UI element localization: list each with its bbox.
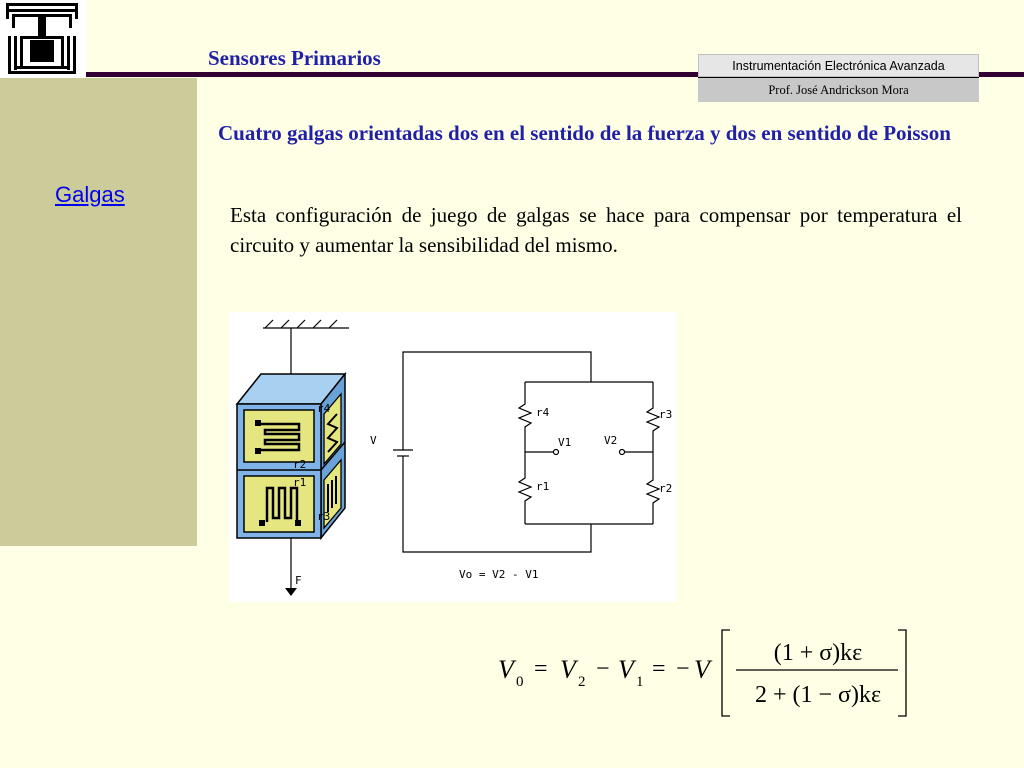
label-circuit-r1: r1 xyxy=(536,480,550,493)
course-name: Instrumentación Electrónica Avanzada xyxy=(698,54,979,77)
formula-sub2: 2 xyxy=(578,674,586,690)
formula-numerator: (1 + σ)kε xyxy=(773,640,863,666)
formula-v0: V xyxy=(498,655,514,684)
section-title: Sensores Primarios xyxy=(208,46,381,70)
label-r1: r1 xyxy=(293,476,307,489)
formula-neg: − xyxy=(676,656,690,682)
strain-gauge-diagram xyxy=(229,312,677,602)
label-force: F xyxy=(295,574,302,587)
output-formula xyxy=(494,626,914,722)
label-v2: V2 xyxy=(604,434,618,447)
formula-minus: − xyxy=(596,656,610,682)
label-r4: r4 xyxy=(317,402,331,415)
slide-body-text: Esta configuración de juego de galgas se hace para compensar por temperatura el circuito y aumentar la sensibilidad del mismo. xyxy=(230,203,962,257)
formula-eq1: = xyxy=(534,656,548,682)
label-r2: r2 xyxy=(293,458,307,471)
label-v: V xyxy=(370,434,377,447)
label-circuit-r4: r4 xyxy=(536,406,550,419)
institution-logo xyxy=(0,0,86,80)
sidebar-link-galgas[interactable]: Galgas xyxy=(55,182,125,207)
formula-v2: V xyxy=(560,655,576,684)
formula-v: V xyxy=(694,655,710,684)
sidebar xyxy=(0,78,197,546)
course-badge xyxy=(698,54,979,101)
label-r3: r3 xyxy=(317,510,331,523)
gauge-r2 xyxy=(244,410,314,462)
label-circuit-r3: r3 xyxy=(659,408,673,421)
formula-v1: V xyxy=(618,655,634,684)
force-arrow xyxy=(285,538,302,596)
professor-name: Prof. José Andrickson Mora xyxy=(698,77,979,102)
label-v1: V1 xyxy=(558,436,572,449)
formula-denominator: 2 + (1 − σ)kε xyxy=(754,682,882,708)
formula-sub1: 1 xyxy=(636,674,644,690)
formula-eq2: = xyxy=(652,656,666,682)
output-equation: Vo = V2 - V1 xyxy=(459,568,539,581)
bridge-circuit xyxy=(393,352,659,552)
slide-heading: Cuatro galgas orientadas dos en el sentido de la fuerza y dos en sentido de Poisson xyxy=(218,121,951,145)
formula-sub0: 0 xyxy=(516,674,524,690)
label-circuit-r2: r2 xyxy=(659,482,673,495)
